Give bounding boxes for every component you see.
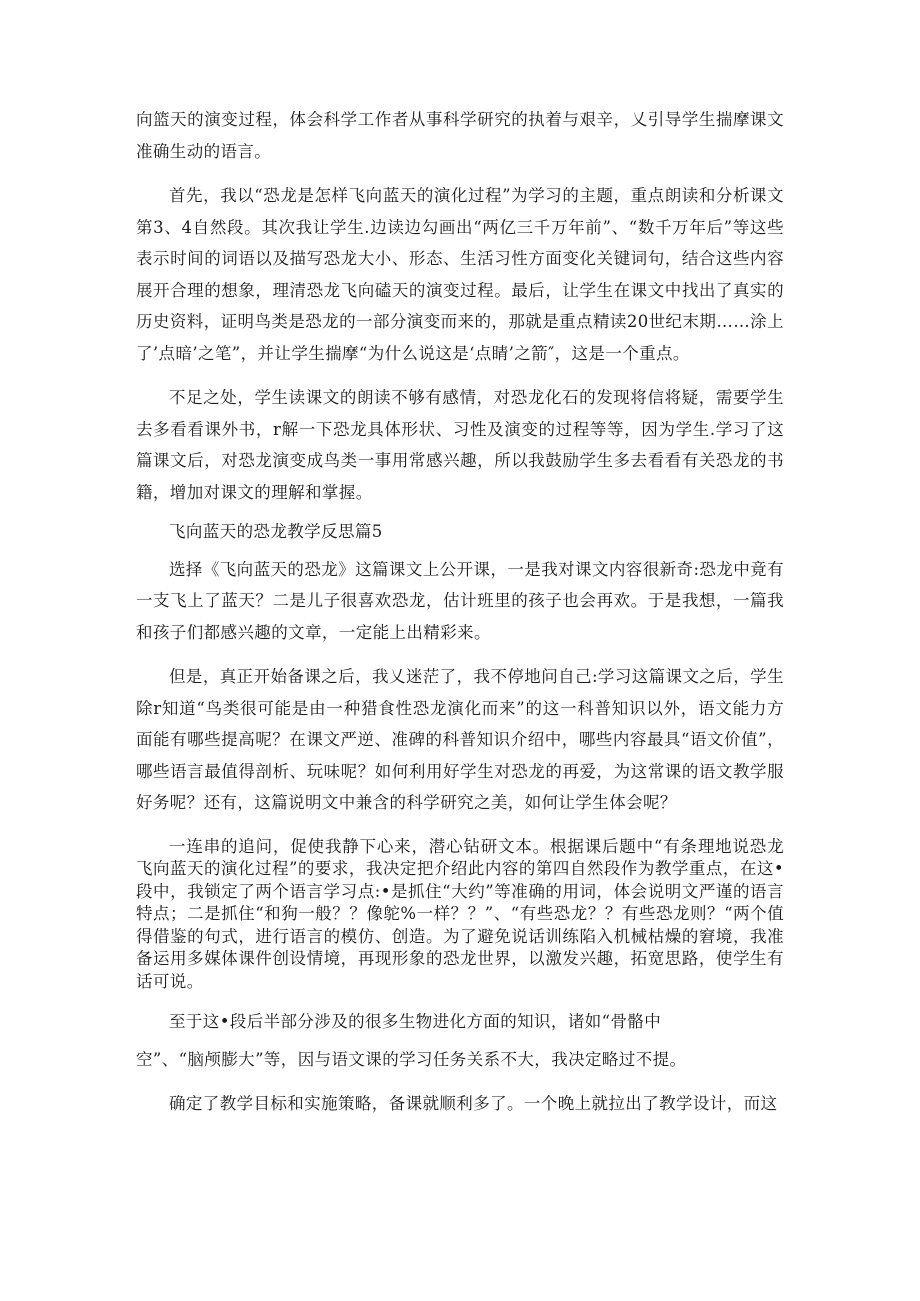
paragraph-shortcomings: 不足之处，学生读课文的朗读不够有感情，对恐龙化石的发现将信将疑，需要学生去多看看课外书，r解一下恐龙具体形状、习性及演变的过程等等，因为学生.学习了这篇课文后，对恐龙演变成鸟类一事用常感兴趣，所以我鼓励学生多去看看有关恐龙的书籍，增加对课文的理解和掌握。 <box>136 388 784 502</box>
paragraph-choosing-lesson: 选择《飞向蓝天的恐龙》这篇课文上公开课，一是我对课文内容很新奇:恐龙中竟有一支飞上了蓝天？二是儿子很喜欢恐龙，估计班里的孩子也会再欢。于是我想，一篇我和孩子们都感兴趣的文章，一定能上出精彩来。 <box>136 559 784 642</box>
paragraph-lesson-preparation: 但是，真正开始备课之后，我乂迷茫了，我不停地问自己:学习这篇课文之后，学生除r知道“鸟类很可能是由一种猎食性恐龙演化而来”的这一科普知识以外，语文能力方面能有哪些提高呢？在课文严逆、准碑的科普知识介绍中，哪些内容最具“语文价值”，哪些语言最值得剖析、玩味呢？如何利用好学生对恐龙的再爱，为这常课的语文教学服好务呢？还有，这篇说明文中兼含的科学研究之美，如何让学生体会呢？ <box>136 667 784 812</box>
paragraph-design-complete: 确定了教学目标和实施策略，备课就顺利多了。一个晚上就拉出了教学设计，而这 <box>169 1094 778 1113</box>
paragraph-continuation: 向篮天的演变过程，体会科学工作者从事科学研究的执着与艰辛，乂引导学生揣摩课文准确生动的语言。 <box>136 110 784 161</box>
paragraph-first-approach: 首先，我以“恐龙是怎样飞向蓝天的演化过程”为学习的主题，重点朗读和分析课文第3、4自然段。其次我让学生.边读边勾画出“两亿三千万年前”、“数千万年后”等这些表示时间的词语以及描写恐龙大小、形态、生活习性方面变化关键词句，结合这些内容展开合理的想象，理清恐龙飞向磕天的演变过程。最后，让学生在课文中找出了真实的历史资料，证明鸟类是恐龙的一部分演变而来的，那就是重点精读20世纪末期……涂上了’点暗’之笔”，并让学生揣摩“为什么说这是‘点睛’之箭″，这是一个重点。 <box>136 186 784 363</box>
paragraph-text-study: 一连串的追问，促使我静下心来，潜心钻研文本。根据课后题中“有条理地说恐龙飞向蓝天的演化过程”的要求，我决定把介绍此内容的第四自然段作为教学重点，在这•段中，我锁定了两个语言学习点:•是抓住“大约”等准确的用词，体会说明文严谨的语言特点；二是抓住“和狗一般？？像鸵%一样？？”、“有些恐龙？？有些恐龙则？“两个值得借鉴的句式，进行语言的模仿、创造。为了避免说话训练陷入机械枯燥的窘境，我准备运用多媒体课件创设情境，再现形象的恐龙世界，以激发兴趣，拓宽思路，使学生有话可说。 <box>136 836 784 991</box>
paragraph-omitted-content-line1: 至于这•段后半部分涉及的很多生物进化方面的知识，诸如“骨骼中 <box>169 1012 662 1031</box>
paragraph-omitted-content-line2: 空”、“脑颅膨大”等，因与语文课的学习任务关系不大，我决定略过不提。 <box>136 1049 687 1069</box>
section-heading: 飞向蓝天的恐龙教学反思篇5 <box>169 522 383 541</box>
document-page <box>136 104 784 1120</box>
